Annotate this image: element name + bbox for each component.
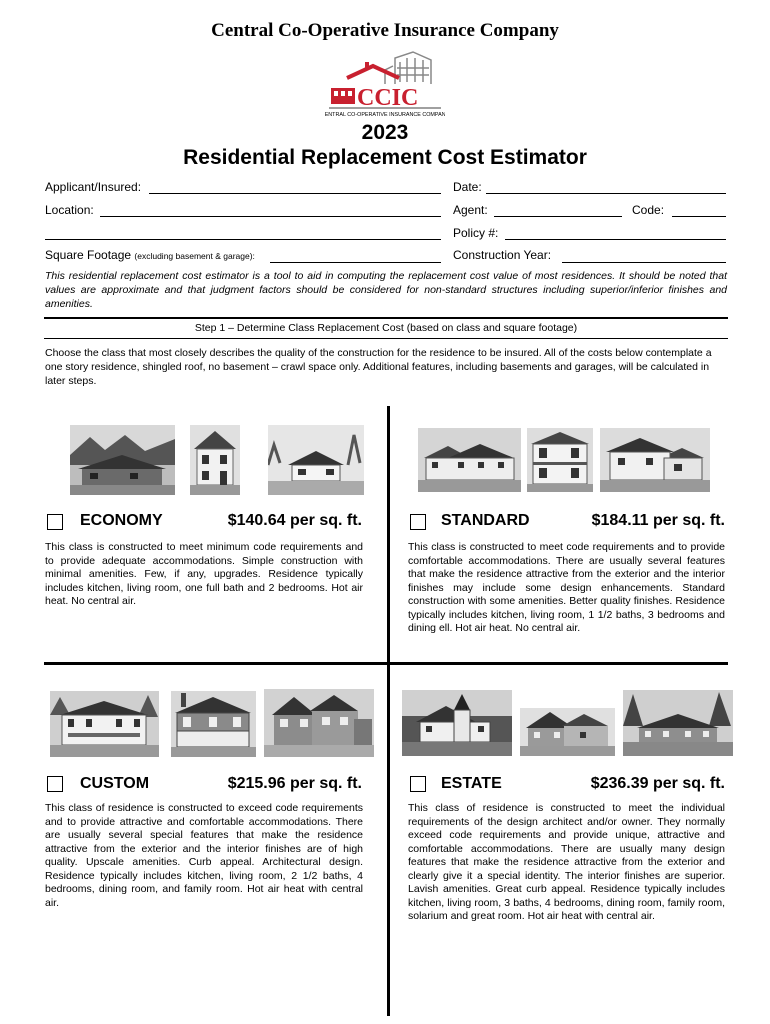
custom-checkbox[interactable] xyxy=(47,776,63,792)
agent-label: Agent: xyxy=(453,203,488,217)
standard-class-price: $184.11 per sq. ft. xyxy=(591,512,725,529)
estate-class-price: $236.39 per sq. ft. xyxy=(590,775,725,792)
estate-class-description: This class of residence is constructed to meet the individual requirements of the design architect and/or owner. They normally exceed code requirements and provide unique, attractive and comfortable accommodations. There are usually many design features that make the residence attractive from the exterior and clearly give it a special identity. The interior finishes are superior. Lavish amenities. Great curb appeal. Residence typically includes kitchen, living room, 3 baths, 4 bedrooms, dining room, family room, solarium and great room. Hot air heat with central air. xyxy=(408,802,725,922)
code-label: Code: xyxy=(632,203,665,217)
custom-class-name: CUSTOM xyxy=(80,775,150,792)
company-name: Central Co-Operative Insurance Company xyxy=(211,20,559,41)
economy-house-photo-2 xyxy=(190,425,240,495)
location-label: Location: xyxy=(45,203,94,217)
standard-checkbox[interactable] xyxy=(410,514,426,530)
instructions-paragraph: Choose the class that most closely describes the quality of the construction for the residence to be insured. All of the costs below contemplate a one story residence, shingled roof, no basement – crawl space only. Additional features, including basements and garages, will be calculated in later steps. xyxy=(45,347,712,387)
estate-house-photo-1 xyxy=(402,690,512,756)
document-title: Residential Replacement Cost Estimator xyxy=(183,146,587,169)
standard-class-name: STANDARD xyxy=(441,512,530,529)
square-footage-note: (excluding basement & garage): xyxy=(134,251,255,261)
location-field-line-2[interactable] xyxy=(45,239,441,240)
ccic-logo xyxy=(325,48,445,118)
custom-house-photo-1 xyxy=(50,691,159,757)
economy-checkbox[interactable] xyxy=(47,514,63,530)
vertical-divider xyxy=(387,406,390,1016)
date-field[interactable] xyxy=(486,193,726,194)
construction-year-label: Construction Year: xyxy=(453,248,552,262)
custom-class-price: $215.96 per sq. ft. xyxy=(227,775,362,792)
custom-house-photo-2 xyxy=(171,691,256,757)
square-footage-label: Square Footage (excluding basement & garage): xyxy=(45,248,255,262)
applicant-field[interactable] xyxy=(149,193,441,194)
estate-house-photo-3 xyxy=(623,690,733,756)
code-field[interactable] xyxy=(672,216,726,217)
standard-house-photo-2 xyxy=(527,428,593,492)
date-label: Date: xyxy=(453,180,482,194)
svg-text:CCIC: CCIC xyxy=(357,85,419,111)
economy-class-name: ECONOMY xyxy=(80,512,163,529)
location-field[interactable] xyxy=(100,216,441,217)
standard-class-description: This class is constructed to meet code requirements and to provide comfortable accommodations. There are usually several features that make the residence attractive from the exterior and the interior finishes may include some design enhancements. Standard construction with some amenities. Better quality finishes. Residence typically includes kitchen, living room, 1 1/2 baths, 3 bedrooms and dining ell. Hot air heat. No central air. xyxy=(408,541,725,634)
estate-checkbox[interactable] xyxy=(410,776,426,792)
economy-house-photo-1 xyxy=(70,425,175,495)
step-1-heading: Step 1 – Determine Class Replacement Cost (based on class and square footage) xyxy=(44,317,728,339)
construction-year-field[interactable] xyxy=(562,262,726,263)
economy-house-photo-3 xyxy=(268,425,364,495)
economy-class-price: $140.64 per sq. ft. xyxy=(227,512,362,529)
custom-house-photo-3 xyxy=(264,689,374,757)
estate-class-name: ESTATE xyxy=(441,775,502,792)
policy-label: Policy #: xyxy=(453,226,499,240)
estate-house-photo-2 xyxy=(520,708,615,756)
custom-class-description: This class of residence is constructed to exceed code requirements and to provide attractive and comfortable accommodations. There are usually several special features that make the residence attractive from the exterior and the interior finishes are of high quality. Upscale amenities. Curb appeal. Architectural design. Residence typically includes kitchen, living room, 2 1/2 baths, 4 bedrooms, dining room, and family room. Hot air heat with central air. xyxy=(45,802,363,909)
agent-field[interactable] xyxy=(494,216,622,217)
svg-text:CENTRAL CO-OPERATIVE INSURANCE: CENTRAL CO-OPERATIVE INSURANCE COMPANY xyxy=(325,112,445,118)
standard-house-photo-3 xyxy=(600,428,710,492)
economy-class-description: This class is constructed to meet minimum code requirements and to provide adequate accommodations. Simple construction with minimal amenities. Few, if any, upgrades. Residence typically includes kitchen, living room, one full bath and 2 bedrooms. Hot air heat. No central air. xyxy=(45,541,363,607)
document-year: 2023 xyxy=(361,121,409,144)
standard-house-photo-1 xyxy=(418,428,521,492)
horizontal-divider xyxy=(44,662,728,665)
square-footage-field[interactable] xyxy=(270,262,441,263)
intro-paragraph: This residential replacement cost estimator is a tool to aid in computing the replacement cost value of most residences. It should be noted that values are approximate and that judgment factors should be considered for non-standard structures including superior/inferior finishes and amenities. xyxy=(45,270,727,310)
applicant-label: Applicant/Insured: xyxy=(45,180,142,194)
policy-field[interactable] xyxy=(505,239,726,240)
